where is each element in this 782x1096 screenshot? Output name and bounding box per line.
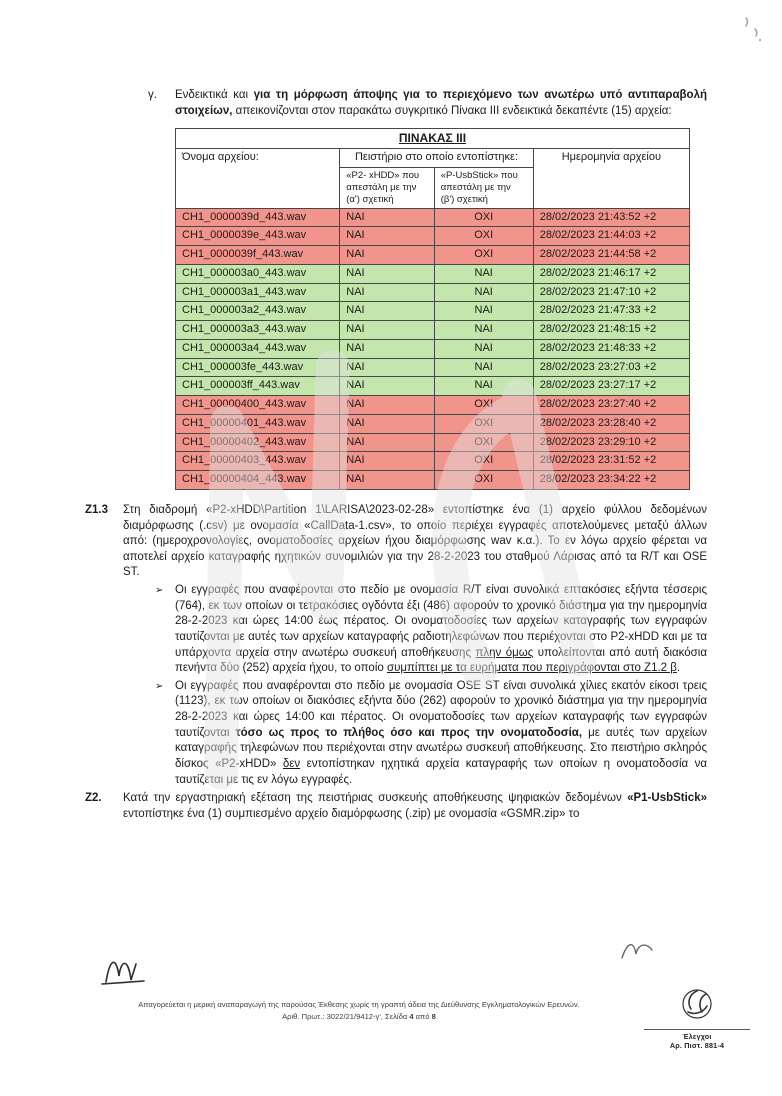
p2-xhdd-value: NAI [340,283,434,302]
table-row [176,339,690,358]
file-date: 28/02/2023 23:28:40 +2 [533,414,689,433]
paragraph-z2-label: Ζ2. [85,792,102,805]
file-name: CH1_000003a0_443.wav [176,264,340,283]
file-name: CH1_0000039e_443.wav [176,227,340,246]
file-name: CH1_000003a1_443.wav [176,283,340,302]
file-date: 28/02/2023 23:29:10 +2 [533,433,689,452]
file-date: 28/02/2023 21:44:58 +2 [533,246,689,265]
p2-xhdd-value: NAI [340,339,434,358]
cert-controls-label: Έλεγχοι [682,1032,712,1041]
p-usbstick-value: NAI [434,264,533,283]
file-date: 28/02/2023 23:27:17 +2 [533,377,689,396]
file-name: CH1_00000400_443.wav [176,396,340,415]
column-header-evidence: Πειστήριο στο οποίο εντοπίστηκε: [340,149,533,168]
table-row [176,264,690,283]
bullet-ose-st-text: Οι εγγραφές που αναφέρονται στο πεδίο με ονομασία OSE ST είναι συνολικά χίλιες εκατόν είκοσι τρεις (1123), εκ των οποίων οι διακόσιες εξήντα δύο (262) αφορούν το χρονικό διάστημα για την ημερομηνία 28-2-2023 και ώρες 14:00 και πέρατος. Οι ονοματοδοσίες των αρχείων καταγραφής των εγγραφών ταυτίζονται τόσο ως προς το πλήθος όσο και προς την ονοματοδοσία, με αυτές των αρχείων καταγραφής τηλεφώνων που περιέχονται στην ανωτέρω συσκευή αποθήκευσης. Στο πειστήριο σκληρός δίσκος «P2-xHDD» δεν εντοπίστηκαν ηχητικά αρχεία καταγραφής των οποίων η ονοματοδοσία να ταυτίζεται με τις εν λόγω εγγραφές. [175,679,708,786]
paragraph-z13 [85,503,707,581]
p2-xhdd-value: NAI [340,377,434,396]
file-date: 28/02/2023 23:31:52 +2 [533,452,689,471]
divider [644,1029,750,1030]
p2-xhdd-value: NAI [340,358,434,377]
table-row [176,396,690,415]
table-row [176,227,690,246]
table-header-row [176,149,690,168]
p-usbstick-value: NAI [434,302,533,321]
bullet-ose-st-records [155,679,707,788]
protocol-line: Αριθ. Πρωτ.: 3022/21/9412-γ', Σελίδα 4 από 8 [282,1011,436,1021]
column-subheader-p-usbstick: «P-UsbStick» που απεστάλη με την (β') σχετική [434,168,533,209]
table-row [176,414,690,433]
file-name: CH1_00000404_443.wav [176,471,340,490]
pen-mark-icon [618,938,658,964]
table-row [176,471,690,490]
p2-xhdd-value: NAI [340,227,434,246]
paragraph-gamma-label: γ. [148,89,157,101]
pen-mark-icon [724,12,766,52]
p2-xhdd-value: NAI [340,264,434,283]
file-name: CH1_00000401_443.wav [176,414,340,433]
bullet-rt-text: Οι εγγραφές που αναφέρονται στο πεδίο με ονομασία R/T είναι συνολικά επτακόσιες εξήντα τέσσερις (764), εκ των οποίων οι τετρακόσιες ογδόντα έξι (486) αφορούν το χρονικό διάστημα για την ημερομηνία 28-2-2023 και ώρες 14:00 έως πέρατος. Οι ονοματοδοσίες των αρχείων καταγραφής των εγγραφών ταυτίζονται με αυτές των αρχείων καταγραφής ραδιοτηλεφώνων που περιέχονται στο P2-xHDD και με τα υπάρχοντα αρχεία στην ανωτέρω συσκευή αποθήκευσης πλην όμως υπολείπονται από αυτή διακόσια πενήντα δύο (252) αρχεία ήχου, το οποίο συμπίπτει με τα ευρήματα που περιγράφονται στο Ζ1.2 β. [175,584,707,675]
p2-xhdd-value: NAI [340,396,434,415]
table-row [176,208,690,227]
file-date: 28/02/2023 21:48:15 +2 [533,321,689,340]
table-row [176,377,690,396]
p-usbstick-value: OXI [434,246,533,265]
file-name: CH1_000003fe_443.wav [176,358,340,377]
arrow-bullet-icon: ➢ [155,680,164,692]
file-date: 28/02/2023 23:34:22 +2 [533,471,689,490]
file-date: 28/02/2023 23:27:40 +2 [533,396,689,415]
p2-xhdd-value: NAI [340,433,434,452]
table-row [176,433,690,452]
paragraph-z2 [85,791,707,822]
copyright-note: Απαγορεύεται η μερική αναπαραγωγή της παρούσας Έκθεσης χωρίς τη γραπτή άδεια της Διεύθυνσης Εγκληματολογικών Ερευνών. [138,1000,580,1010]
file-date: 28/02/2023 21:47:10 +2 [533,283,689,302]
table-row [176,283,690,302]
p-usbstick-value: OXI [434,471,533,490]
p2-xhdd-value: NAI [340,452,434,471]
p-usbstick-value: OXI [434,208,533,227]
p-usbstick-value: OXI [434,396,533,415]
p2-xhdd-value: NAI [340,302,434,321]
paragraph-gamma [148,88,707,119]
table-body [176,208,690,489]
p2-xhdd-value: NAI [340,321,434,340]
page-footer [85,999,633,1022]
p-usbstick-value: OXI [434,414,533,433]
table-row [176,246,690,265]
file-name: CH1_0000039f_443.wav [176,246,340,265]
file-name: CH1_000003ff_443.wav [176,377,340,396]
table-row [176,302,690,321]
table-title-row [176,129,690,149]
p2-xhdd-value: NAI [340,208,434,227]
column-header-filename: Όνομα αρχείου: [176,149,340,208]
table-row [176,452,690,471]
file-date: 28/02/2023 21:44:03 +2 [533,227,689,246]
report-content [85,88,707,822]
p2-xhdd-value: NAI [340,471,434,490]
p-usbstick-value: OXI [434,227,533,246]
p2-xhdd-value: NAI [340,246,434,265]
file-date: 28/02/2023 21:43:52 +2 [533,208,689,227]
p-usbstick-value: NAI [434,358,533,377]
file-name: CH1_0000039d_443.wav [176,208,340,227]
file-name: CH1_000003a2_443.wav [176,302,340,321]
p-usbstick-value: NAI [434,377,533,396]
paragraph-z13-label: Ζ1.3 [85,503,109,516]
bullet-rt-records [155,583,707,677]
paragraph-z2-text: Κατά την εργαστηριακή εξέταση της πειστήριας συσκευής αποθήκευσης ψηφιακών δεδομένων «P1-UsbStick» εντοπίστηκε ένα (1) συμπιεσμένο αρχείο διαμόρφωσης (.zip) με ονομασία «GSMR.zip» το [123,792,707,820]
table-row [176,358,690,377]
p-usbstick-value: NAI [434,283,533,302]
file-name: CH1_00000403_443.wav [176,452,340,471]
file-date: 28/02/2023 21:47:33 +2 [533,302,689,321]
signature-mark [98,950,158,990]
column-subheader-p2-xhdd: «P2- xHDD» που απεστάλη με την (α') σχετική [340,168,434,209]
file-date: 28/02/2023 23:27:03 +2 [533,358,689,377]
file-name: CH1_000003a4_443.wav [176,339,340,358]
file-date: 28/02/2023 21:48:33 +2 [533,339,689,358]
p-usbstick-value: OXI [434,452,533,471]
file-date: 28/02/2023 21:46:17 +2 [533,264,689,283]
column-header-date: Ημερομηνία αρχείου [533,149,689,208]
p-usbstick-value: NAI [434,321,533,340]
certification-block [638,985,756,1050]
file-name: CH1_00000402_443.wav [176,433,340,452]
paragraph-gamma-text: Ενδεικτικά και για τη μόρφωση άποψης για το περιεχόμενο των ανωτέρω υπό αντιπαραβολή στοιχείων, απεικονίζονται στον παρακάτω συγκριτικό Πίνακα III ενδεικτικά δεκαπέντε (15) αρχεία: [175,89,707,117]
table-title: ΠΙΝΑΚΑΣ III [176,129,690,149]
arrow-bullet-icon: ➢ [155,585,164,596]
p-usbstick-value: OXI [434,433,533,452]
cert-number: Αρ. Πιστ. 881-4 [669,1041,725,1050]
table-row [176,321,690,340]
p-usbstick-value: NAI [434,339,533,358]
esyd-logo [638,985,756,1025]
file-name: CH1_000003a3_443.wav [176,321,340,340]
paragraph-z13-text: Στη διαδρομή «P2-xHDD\Partition 1\LARISA\2023-02-28» εντοπίστηκε ένα (1) αρχείο φύλλου δεδομένων διαμόρφωσης (.csv) με ονομασία «CallData-1.csv», το οποίο περιέχει εγγραφές αποτελούμενες μεταξύ άλλων από: (ημεροχρονολογίες, ονοματοδοσίες αρχείων ήχου διαμόρφωσης wav κ.α.). Το εν λόγω αρχείο φέρεται να αποτελεί αρχείο καταγραφής ηχητικών συνομιλιών για την 28-2-2023 του σταθμού Λάρισας από τα R/T και OSE ST. [123,503,707,579]
comparison-table [175,128,690,490]
p2-xhdd-value: NAI [340,414,434,433]
